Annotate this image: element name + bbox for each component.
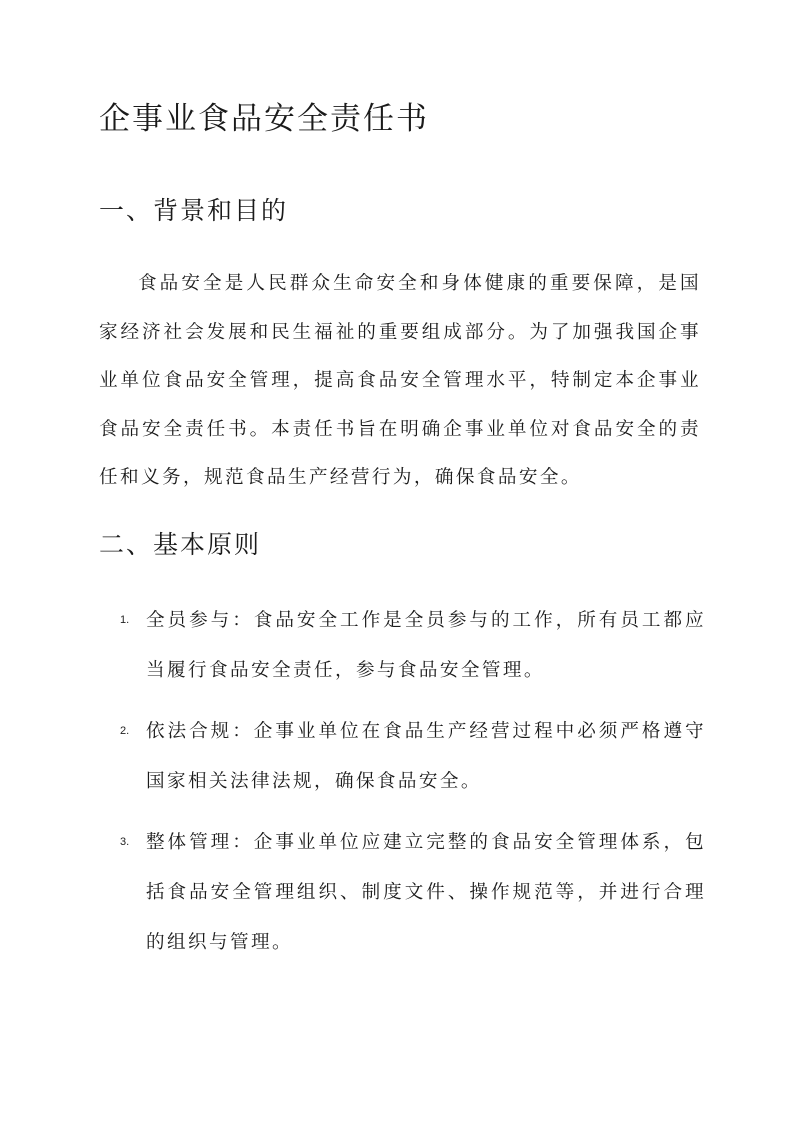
- section-heading-background: 一、背景和目的: [99, 196, 289, 225]
- section-heading-principles: 二、基本原则: [99, 530, 262, 559]
- list-item-text: 全员参与：食品安全工作是全员参与的工作，所有员工都应当履行食品安全责任，参与食品安全管理。: [146, 610, 706, 681]
- list-item-number: 1.: [120, 614, 130, 626]
- background-paragraph: 食品安全是人民群众生命安全和身体健康的重要保障，是国家经济社会发展和民生福祉的重要组成部分。为了加强我国企事业单位食品安全管理，提高食品安全管理水平，特制定本企事业食品安全责任书。本责任书旨在明确企事业单位对食品安全的责任和义务，规范食品生产经营行为，确保食品安全。: [99, 273, 701, 489]
- list-item-number: 2.: [120, 725, 130, 737]
- list-item-text: 整体管理：企事业单位应建立完整的食品安全管理体系，包括食品安全管理组织、制度文件、操作规范等，并进行合理的组织与管理。: [146, 832, 706, 953]
- list-item-number: 3.: [120, 836, 130, 848]
- document-title: 企事业食品安全责任书: [99, 101, 429, 137]
- list-item-text: 依法合规：企事业单位在食品生产经营过程中必须严格遵守国家相关法律法规，确保食品安全。: [146, 721, 706, 792]
